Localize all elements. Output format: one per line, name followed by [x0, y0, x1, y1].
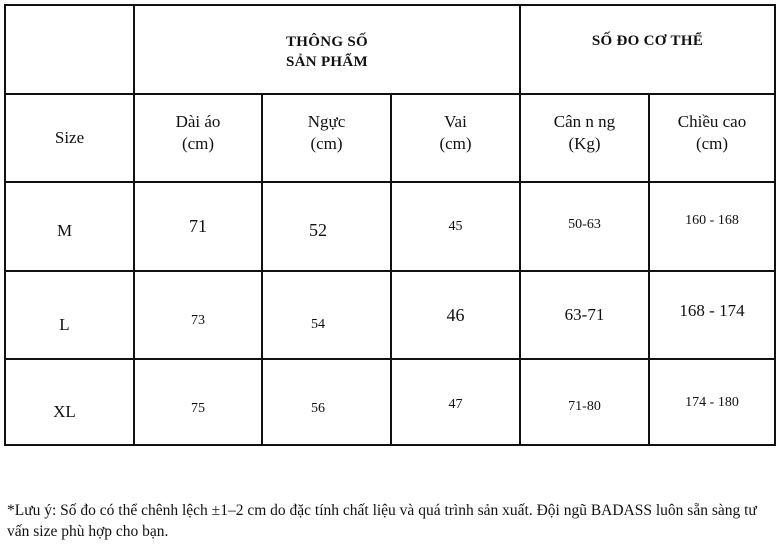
- row-l-size: L: [59, 315, 70, 335]
- body-measurement-header: SỐ ĐO CƠ THỂ: [591, 33, 704, 50]
- chest-column-header: Ngực (cm): [307, 111, 346, 153]
- height-column-header: Chiều cao (cm): [677, 111, 747, 153]
- row-m-chest: 52: [309, 220, 327, 241]
- footnote: *Lưu ý: Số đo có thể chênh lệch ±1–2 cm do đặc tính chất liệu và quá trình sản xuất. Đội ngũ BADASS luôn sẵn sàng tư vấn size phù hợp cho bạn.: [7, 502, 757, 540]
- length-column-header: Dài áo (cm): [175, 111, 221, 153]
- row-xl-height: 174 - 180: [685, 395, 739, 411]
- row-xl-chest: 56: [311, 401, 325, 417]
- row-xl-shoulder: 47: [448, 397, 463, 413]
- row-m-shoulder: 45: [448, 219, 463, 235]
- row-m-size: M: [56, 221, 73, 241]
- row-l-height: 168 - 174: [679, 301, 745, 321]
- row-l-length: 73: [191, 313, 205, 329]
- row-xl-weight: 71-80: [568, 399, 601, 415]
- row-m-length: 71: [189, 216, 207, 237]
- shoulder-column-header: Vai (cm): [439, 111, 472, 153]
- product-spec-header: THÔNG SỐ SẢN PHẨM: [286, 34, 368, 70]
- row-m-height: 160 - 168: [685, 213, 739, 229]
- grid-line: [6, 181, 774, 183]
- row-l-chest: 54: [311, 317, 325, 333]
- size-chart-table: [4, 4, 776, 446]
- row-xl-size: XL: [53, 402, 76, 422]
- row-l-shoulder: 46: [446, 305, 465, 326]
- row-m-weight: 50-63: [568, 217, 601, 233]
- weight-column-header: Cân n ng (Kg): [553, 111, 616, 153]
- grid-line: [6, 358, 774, 360]
- grid-line: [6, 270, 774, 272]
- row-l-weight: 63-71: [564, 305, 605, 325]
- size-column-header: Size: [54, 128, 85, 148]
- row-xl-length: 75: [191, 401, 205, 417]
